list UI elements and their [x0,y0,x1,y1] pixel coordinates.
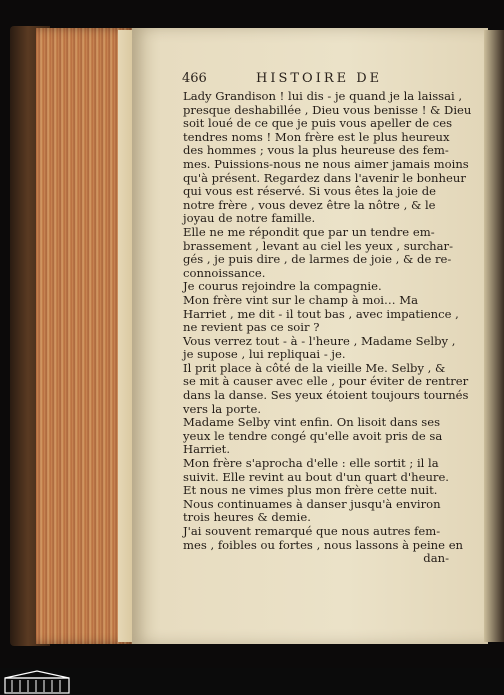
viewer-footer [0,668,504,695]
text-line: qu'à présent. Regardez dans l'avenir le bonheur [183,170,466,185]
library-building-logo-icon [4,670,70,694]
page-right-edge [484,30,504,642]
text-line: mes. Puissions-nous ne nous aimer jamais moins [183,156,469,171]
text-line: suivit. Elle revint au bout d'un quart d'heure. [183,469,449,484]
text-line: vers la porte. [183,401,262,416]
text-line: Nous continuames à danser jusqu'à environ [183,496,441,511]
text-line: tendres noms ! Mon frère est le plus heureux [183,129,450,144]
body-text [183,89,472,566]
text-line: des hommes ; vous la plus heureuse des fem- [183,143,449,158]
text-line: ne revient pas ce soir ? [183,320,320,335]
text-line: yeux le tendre congé qu'elle avoit pris de sa [183,428,443,443]
text-line: Mon frère s'aprocha d'elle : elle sortit ; il la [183,456,439,471]
text-line: Harriet. [183,442,231,457]
text-line: notre frère , vous devez être la nôtre , & le [183,197,436,212]
text-line: J'ai souvent remarqué que nous autres fem- [183,524,441,538]
page-number: 466 [182,71,207,86]
text-line: dans la danse. Ses yeux étoient toujours tournés [183,388,469,403]
text-line: mes , foibles ou fortes , nous lassons à peine en [183,537,464,552]
text-line: Elle ne me répondit que par un tendre em- [183,224,435,239]
text-line: presque deshabillée , Dieu vous benisse ! & Dieu [183,102,472,117]
text-line: Harriet , me dit - il tout bas , avec impatience , [183,306,459,321]
text-line: Madame Selby vint enfin. On lisoit dans ses [183,415,441,430]
text-line: brassement , levant au ciel les yeux , surchar- [183,238,454,253]
text-line: connoissance. [183,265,266,280]
text-line: Je courus rejoindre la compagnie. [183,279,382,294]
text-line: trois heures & demie. [183,510,311,525]
text-line: Et nous ne vimes plus mon frère cette nuit. [183,483,438,498]
text-line: Il prit place à côté de la vieille Me. Selby , & [183,360,446,375]
text-line: Lady Grandison ! lui dis - je quand je la laissai , [183,89,463,103]
running-title: HISTOIRE DE [256,71,383,86]
text-line: se mit à causer avec elle , pour éviter de rentrer [183,374,469,389]
text-line: joyau de notre famille. [183,211,316,226]
text-line: je supose , lui repliquai - je. [183,347,346,362]
text-line: soit loué de ce que je puis vous apeller de ces [183,116,453,131]
text-line: gés , je puis dire , de larmes de joie , & de re- [183,252,452,267]
text-line: Vous verrez tout - à - l'heure , Madame Selby , [183,333,456,348]
text-line: Mon frère vint sur le champ à moi… Ma [183,292,419,307]
text-line: dan- [423,551,449,566]
running-head [182,71,452,91]
text-line: qui vous est réservé. Si vous êtes la joie de [183,184,437,199]
